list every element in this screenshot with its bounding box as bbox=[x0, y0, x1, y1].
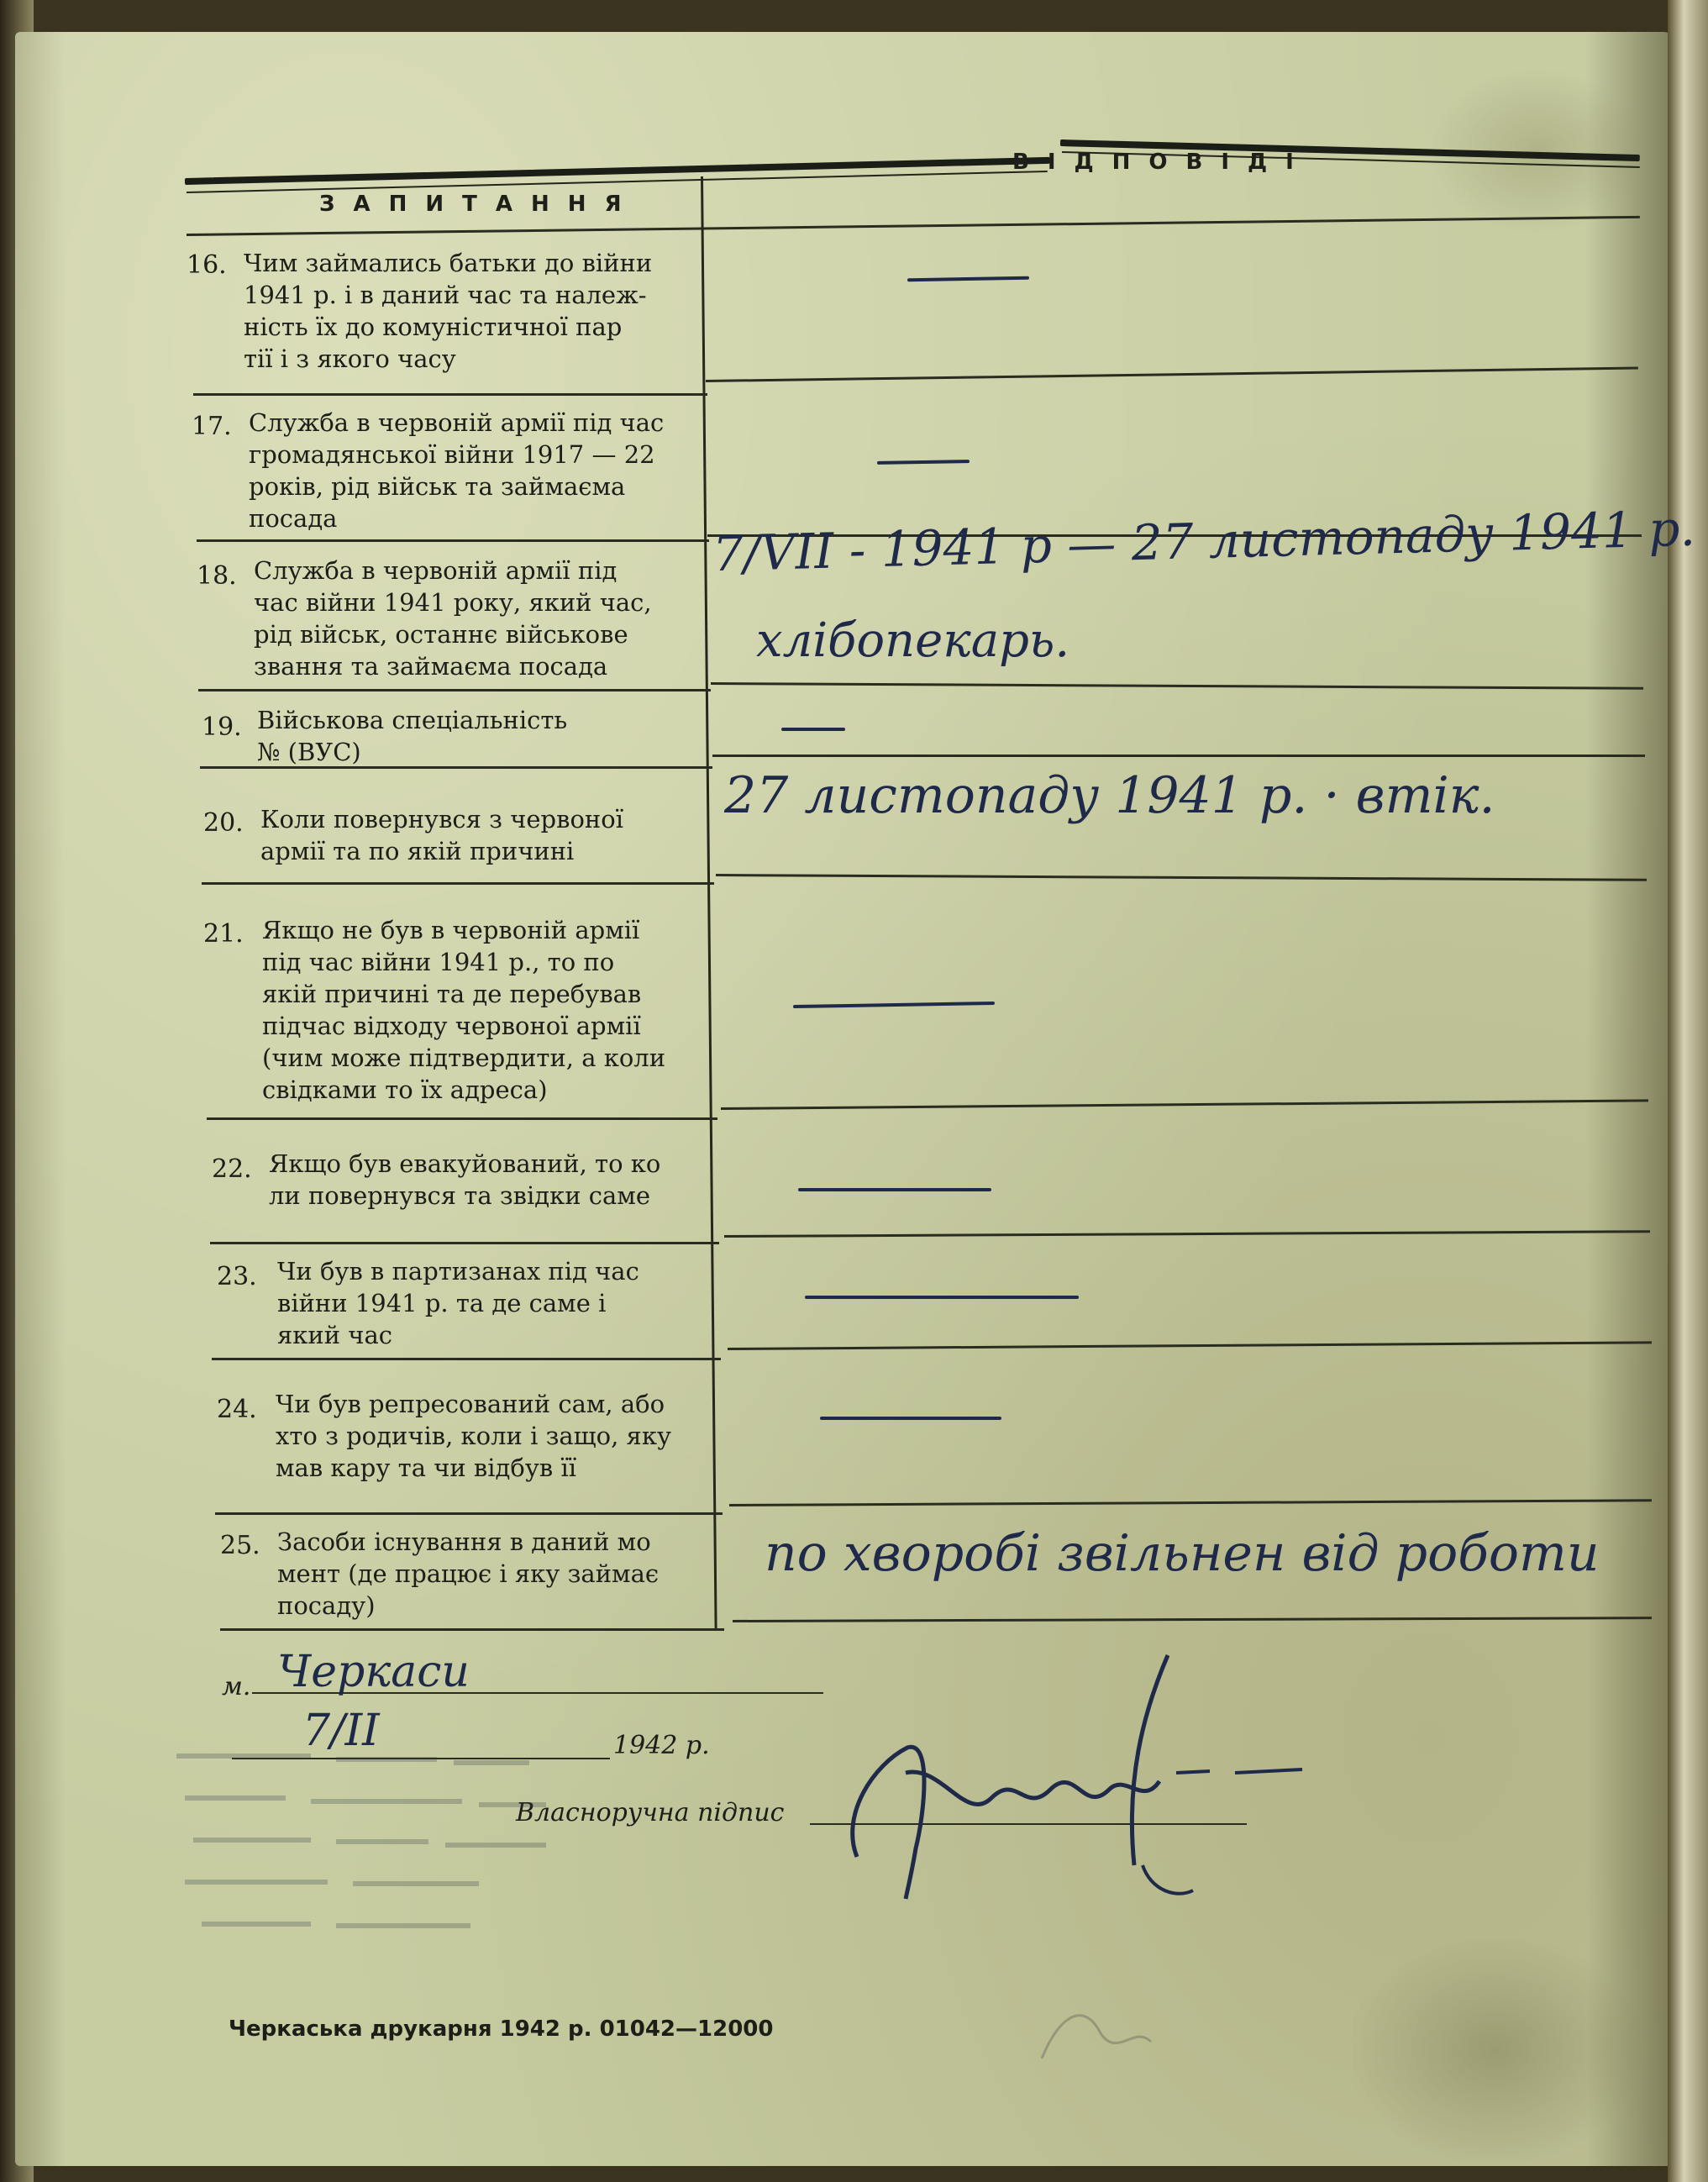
answer-handwriting: 27 листопаду 1941 р. · втік. bbox=[724, 766, 1495, 825]
question-text: Чи був в партизанах під час війни 1941 р. та де саме і який час bbox=[277, 1257, 639, 1349]
question-text: Якщо був евакуйований, то ко ли повернувся та звідки саме bbox=[269, 1149, 661, 1210]
question-text: Чим займались батьки до війни 1941 р. і в даний час та належ- ність їх до комуністичної пар тії і з якого часу bbox=[244, 249, 653, 373]
row-separator bbox=[215, 1512, 723, 1515]
question-number: 21. bbox=[203, 919, 244, 949]
header-answers-label: ВІДПОВІДІ bbox=[1012, 150, 1312, 175]
question-text: Військова спеціальність № (ВУС) bbox=[257, 706, 568, 766]
row-separator bbox=[198, 689, 711, 691]
question-number: 25. bbox=[220, 1531, 260, 1560]
question-text: Засоби існування в даний мо мент (де працює і яку займає посаду) bbox=[277, 1527, 660, 1620]
question-number: 19. bbox=[202, 712, 242, 742]
question-number: 16. bbox=[187, 250, 227, 280]
question-text: Коли повернувся з червоної армії та по якій причині bbox=[260, 805, 623, 865]
question-text: Служба в червоній армії під час війни 1941 року, який час, рід військ, останнє військове звання та займаєма посада bbox=[254, 556, 652, 681]
question-text: Чи був репресований сам, або хто з родичів, коли і защо, яку мав кару та чи відбув її bbox=[276, 1390, 672, 1482]
city-prefix: м. bbox=[222, 1672, 251, 1701]
question-number: 24. bbox=[217, 1395, 257, 1424]
header-questions-label: ЗАПИТАННЯ bbox=[319, 192, 640, 217]
question-text: Служба в червоній армії під час громадянської війни 1917 — 22 років, рід військ та займаєма посада bbox=[249, 408, 665, 533]
question-number: 18. bbox=[197, 561, 237, 591]
answer-dash bbox=[805, 1296, 1079, 1299]
signature-label: Власноручна підпис bbox=[516, 1798, 785, 1827]
row-separator bbox=[207, 1117, 717, 1120]
question-number: 22. bbox=[212, 1154, 252, 1184]
question-number: 20. bbox=[203, 808, 244, 838]
answer-dash bbox=[781, 728, 845, 731]
date-handwriting: 7/II bbox=[302, 1706, 380, 1756]
page-right-edge bbox=[1668, 0, 1708, 2182]
answer-handwriting: по хворобі звільнен від роботи bbox=[765, 1524, 1600, 1583]
question-number: 23. bbox=[217, 1262, 257, 1291]
handwritten-signature bbox=[807, 1647, 1327, 1916]
row-separator bbox=[202, 882, 714, 885]
answer-handwriting: хлібопекарь. bbox=[756, 613, 1070, 668]
pencil-scribble bbox=[1025, 1983, 1159, 2084]
answer-dash bbox=[798, 1188, 991, 1191]
question-number: 17. bbox=[192, 412, 232, 441]
year-label: 1942 р. bbox=[613, 1731, 710, 1760]
answer-handwriting: 7/VII - 1941 р — 27 листопаду 1941 р. bbox=[712, 499, 1696, 583]
row-separator bbox=[212, 1358, 721, 1360]
answer-dash bbox=[820, 1417, 1001, 1420]
row-separator bbox=[210, 1242, 719, 1244]
faded-stamp-bleedthrough bbox=[168, 1739, 605, 1958]
row-separator bbox=[712, 754, 1645, 757]
row-separator bbox=[193, 393, 707, 396]
city-handwriting: Черкаси bbox=[277, 1647, 470, 1697]
row-separator bbox=[220, 1628, 724, 1631]
paper-stain bbox=[1344, 1932, 1647, 2168]
printer-imprint: Черкаська друкарня 1942 р. 01042—12000 bbox=[229, 2016, 774, 2042]
row-separator bbox=[197, 539, 709, 542]
question-text: Якщо не був в червоній армії під час війни 1941 р., то по якій причині та де перебував підчас відходу червоної армії (чим може підтвердити, а коли свідками то їх адреса) bbox=[262, 916, 666, 1104]
